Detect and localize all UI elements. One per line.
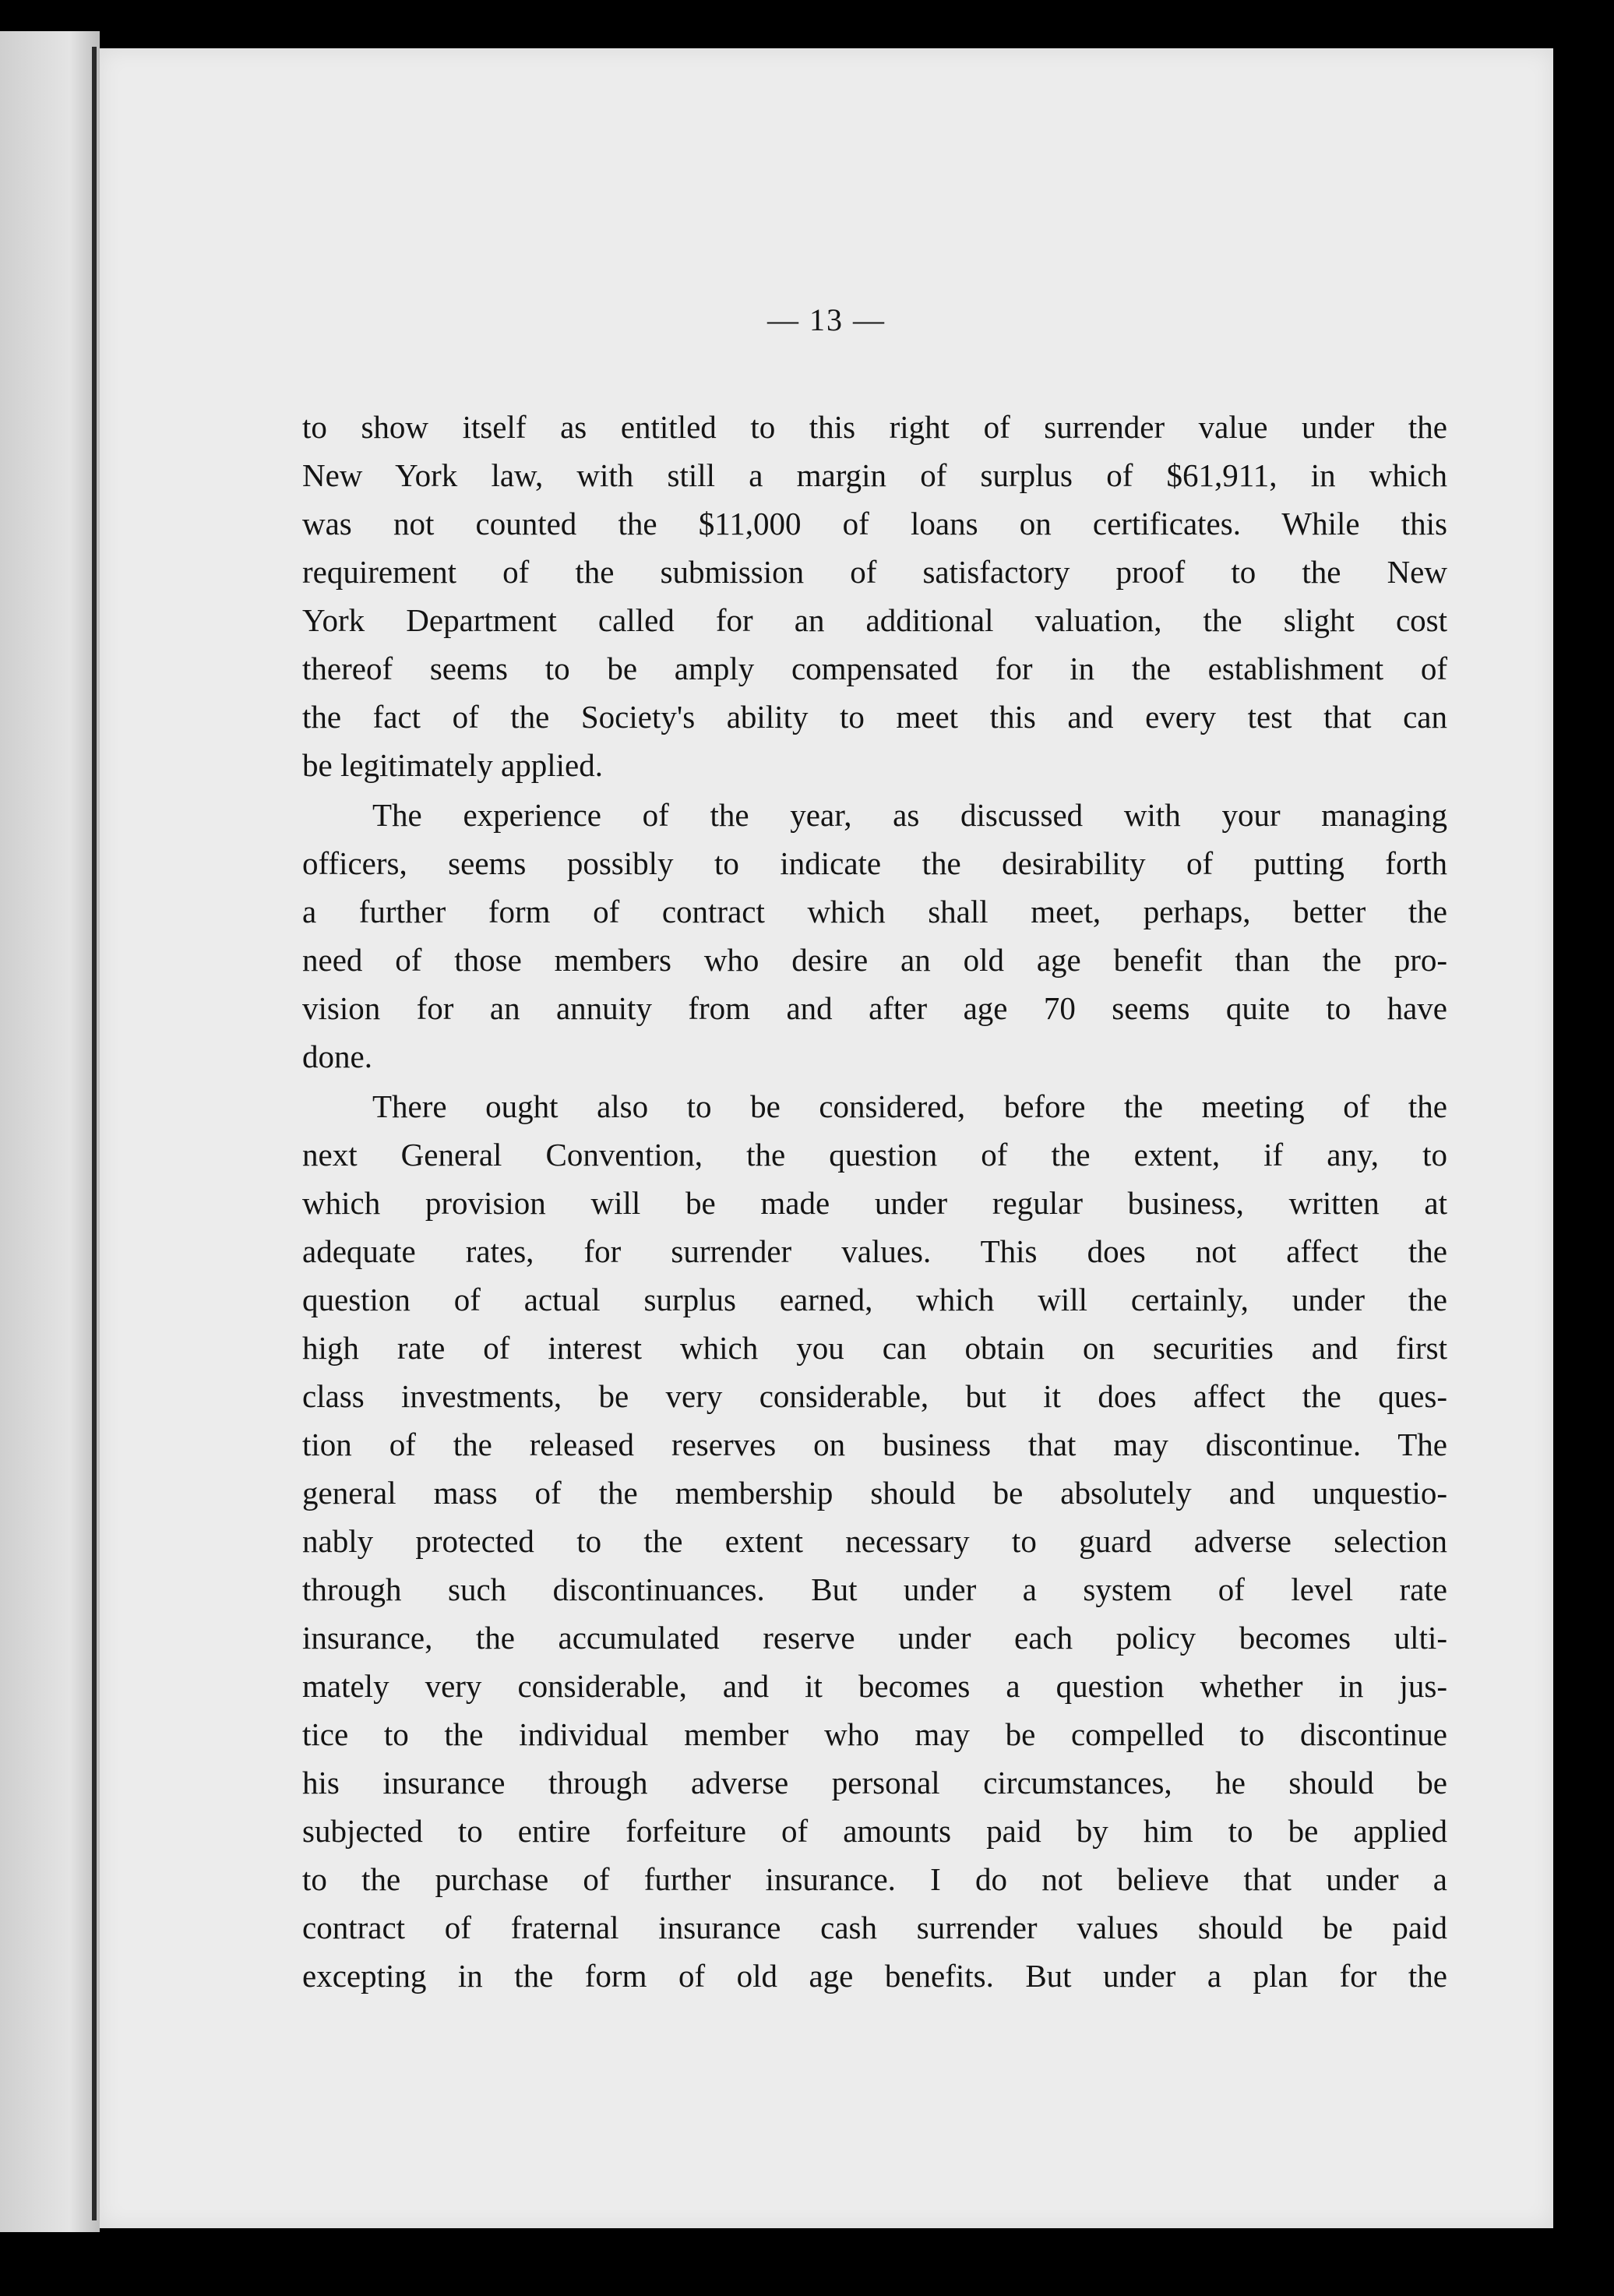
- text-line: New York law, with still a margin of surplus of $61,911, in which: [302, 457, 1447, 493]
- text-line: contract of fraternal insurance cash surrender values should be paid: [302, 1910, 1447, 1945]
- binding-gutter: [92, 47, 97, 2220]
- facing-page-edge: [0, 31, 100, 2232]
- text-line: vision for an annuity from and after age 70 seems quite to have: [302, 990, 1447, 1026]
- text-line: officers, seems possibly to indicate the desirability of putting forth: [302, 845, 1447, 881]
- text-line: mately very considerable, and it becomes a question whether in jus-: [302, 1668, 1447, 1704]
- text-line: question of actual surplus earned, which will certainly, under the: [302, 1282, 1447, 1317]
- paragraph-2: [302, 791, 1447, 1081]
- document-page: [100, 48, 1553, 2228]
- text-line: The experience of the year, as discussed with your managing: [372, 797, 1447, 833]
- text-line: his insurance through adverse personal circumstances, he should be: [302, 1765, 1447, 1800]
- text-line: to the purchase of further insurance. I do not believe that under a: [302, 1861, 1447, 1897]
- paragraph-1: [302, 403, 1447, 789]
- text-line: thereof seems to be amply compensated for in the establishment of: [302, 651, 1447, 686]
- text-line: which provision will be made under regular business, written at: [302, 1185, 1447, 1221]
- paragraph-3: [302, 1082, 1447, 2000]
- text-line: requirement of the submission of satisfactory proof to the New: [302, 554, 1447, 590]
- body-text: [302, 403, 1447, 2000]
- text-line: adequate rates, for surrender values. This does not affect the: [302, 1233, 1447, 1269]
- text-line: high rate of interest which you can obtain on securities and first: [302, 1330, 1447, 1366]
- text-line: general mass of the membership should be absolutely and unquestio-: [302, 1475, 1447, 1511]
- text-line: to show itself as entitled to this right of surrender value under the: [302, 409, 1447, 445]
- text-line: was not counted the $11,000 of loans on certificates. While this: [302, 506, 1447, 541]
- text-line: done.: [302, 1039, 372, 1074]
- page-number: — 13 —: [767, 302, 886, 337]
- text-line: York Department called for an additional valuation, the slight cost: [302, 602, 1447, 638]
- text-line: need of those members who desire an old age benefit than the pro-: [302, 942, 1447, 978]
- text-line: excepting in the form of old age benefits. But under a plan for the: [302, 1958, 1447, 1994]
- text-line: next General Convention, the question of the extent, if any, to: [302, 1137, 1447, 1173]
- text-line: There ought also to be considered, before the meeting of the: [372, 1088, 1447, 1124]
- text-line: a further form of contract which shall meet, perhaps, better the: [302, 894, 1447, 929]
- text-line: be legitimately applied.: [302, 747, 603, 783]
- text-line: tice to the individual member who may be compelled to discontinue: [302, 1716, 1447, 1752]
- text-line: nably protected to the extent necessary to guard adverse selection: [302, 1523, 1447, 1559]
- text-line: insurance, the accumulated reserve under each policy becomes ulti-: [302, 1620, 1447, 1656]
- text-line: subjected to entire forfeiture of amounts paid by him to be applied: [302, 1813, 1447, 1849]
- text-line: through such discontinuances. But under a system of level rate: [302, 1571, 1447, 1607]
- text-line: tion of the released reserves on business that may discontinue. The: [302, 1427, 1447, 1462]
- text-line: the fact of the Society's ability to meet this and every test that can: [302, 699, 1447, 735]
- text-line: class investments, be very considerable, but it does affect the ques-: [302, 1378, 1447, 1414]
